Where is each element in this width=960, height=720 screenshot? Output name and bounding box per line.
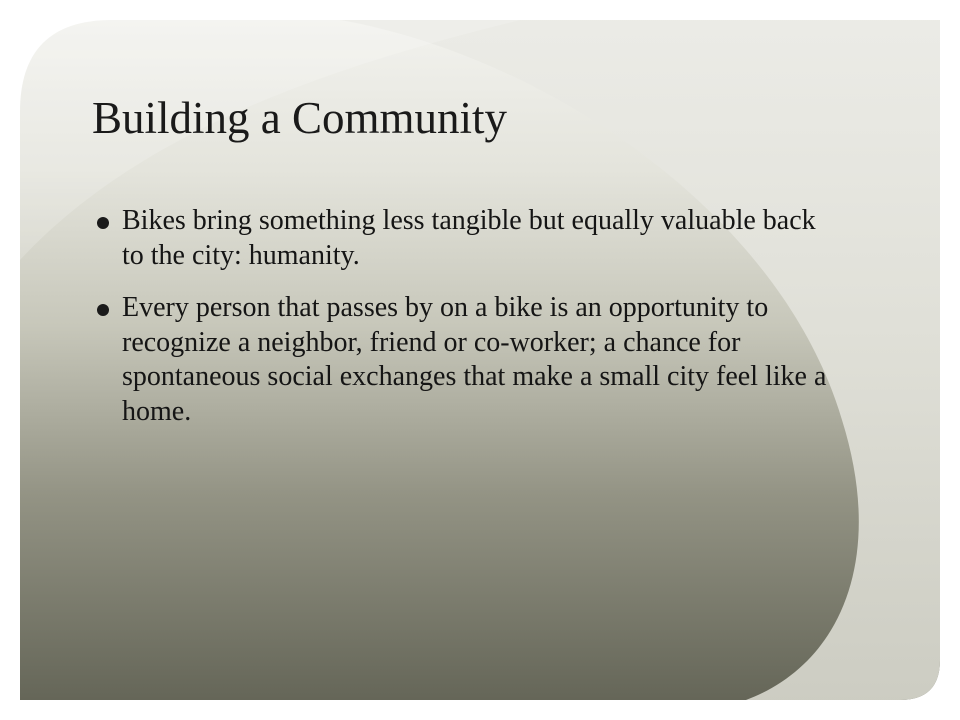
bullet-item xyxy=(96,204,838,273)
bullet-text: Every person that passes by on a bike is an opportunity to recognize a neighbor, friend or co-worker; a chance for spontaneous social exchanges that make a small city feel like a home. xyxy=(122,292,827,427)
bullet-dot-icon xyxy=(97,304,109,316)
slide-title: Building a Community xyxy=(92,93,508,143)
bullet-dot-icon xyxy=(97,217,109,229)
bullet-list xyxy=(96,204,838,447)
bullet-item xyxy=(96,291,838,429)
bullet-text: Bikes bring something less tangible but equally valuable back to the city: humanity. xyxy=(122,205,816,271)
